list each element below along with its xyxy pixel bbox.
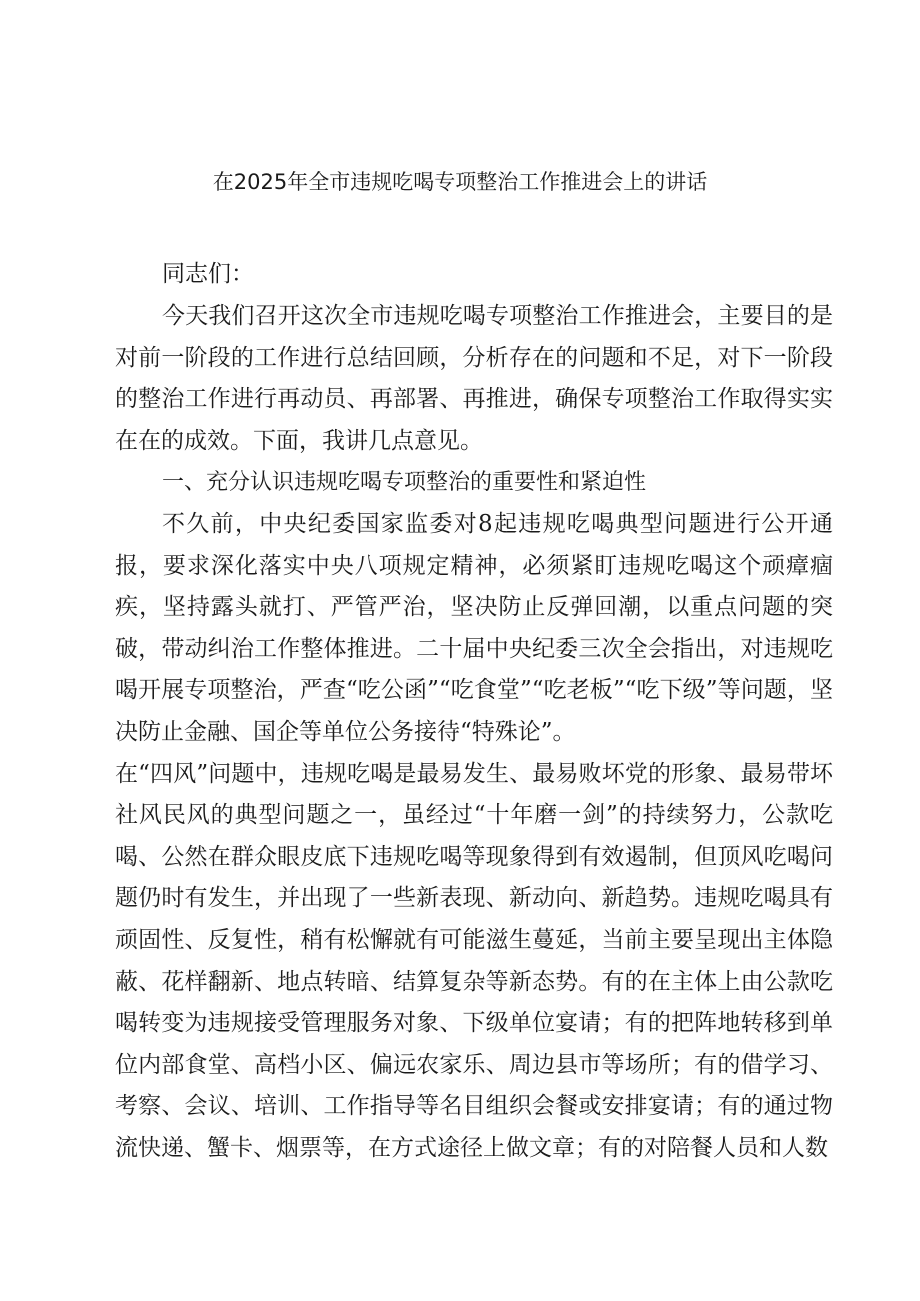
salutation: 同志们： [162,261,254,287]
document-title: 在2025年全市违规吃喝专项整治工作推进会上的讲话 [212,170,708,194]
section1-paragraph-2: 在“四风”问题中，违规吃喝是最易发生、最易败坏党的形象、最易带坏社风民风的典型问题之一，虽经过“十年磨一剑”的持续努力，公款吃喝、公然在群众眼皮底下违规吃喝等现象得到有效遏制，但顶风吃喝问题仍时有发生，并出现了一些新表现、新动向、新趋势。违规吃喝具有顽固性、反复性，稍有松懈就有可能滋生蔓延，当前主要呈现出主体隐蔽、花样翻新、地点转暗、结算复杂等新态势。有的在主体上由公款吃喝转变为违规接受管理服务对象、下级单位宴请；有的把阵地转移到单位内部食堂、高档小区、偏远农家乐、周边县市等场所；有的借学习、考察、会议、培训、工作指导等名目组织会餐或安排宴请；有的通过物流快递、蟹卡、烟票等，在方式途径上做文章；有的对陪餐人员和人数 [115,760,833,1161]
intro-paragraph: 今天我们召开这次全市违规吃喝专项整治工作推进会，主要目的是对前一阶段的工作进行总结回顾，分析存在的问题和不足，对下一阶段的整治工作进行再动员、再部署、再推进，确保专项整治工作取得实实在在的成效。下面，我讲几点意见。 [115,303,833,454]
section1-paragraph-1: 不久前，中央纪委国家监委对8起违规吃喝典型问题进行公开通报，要求深化落实中央八项规定精神，必须紧盯违规吃喝这个顽瘴痼疾，坚持露头就打、严管严治，坚决防止反弹回潮，以重点问题的突破，带动纠治工作整体推进。二十届中央纪委三次全会指出，对违规吃喝开展专项整治，严查“吃公函”“吃食堂”“吃老板”“吃下级”等问题，坚决防止金融、国企等单位公务接待“特殊论”。 [115,510,833,745]
section-heading-1: 一、充分认识违规吃喝专项整治的重要性和紧迫性 [162,470,647,496]
document-body [115,252,833,1169]
